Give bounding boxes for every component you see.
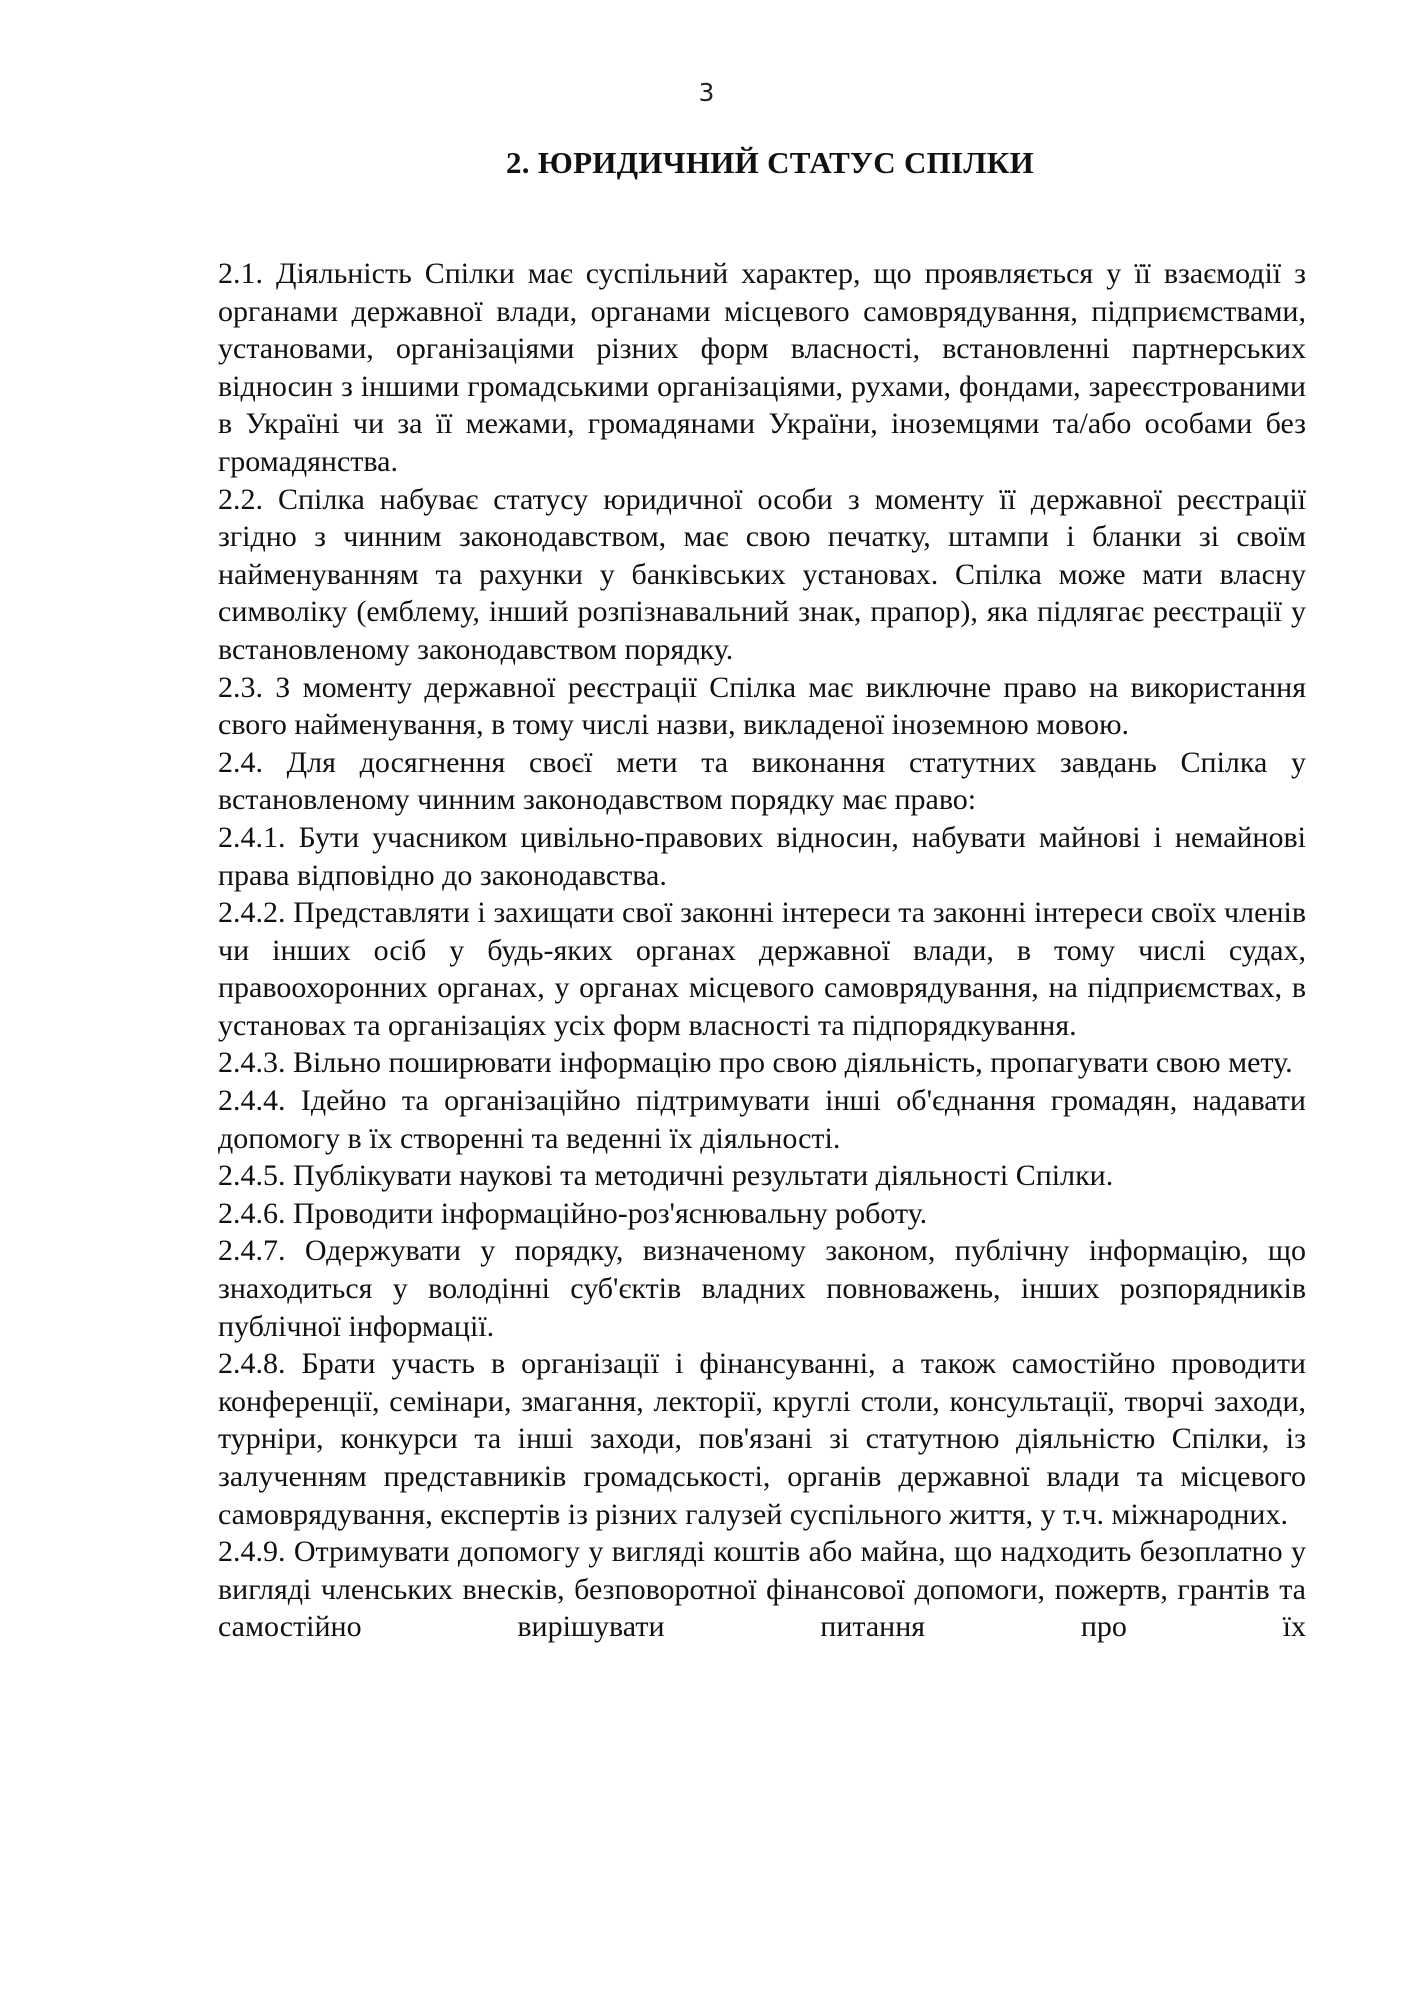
paragraph-2-4-4: 2.4.4. Ідейно та організаційно підтримувати інші об'єднання громадян, надавати допомогу в їх створенні та веденні їх діяльності. <box>218 1084 1306 1155</box>
paragraph-2-3: 2.3. З моменту державної реєстрації Спілка має виключне право на використання свого найменування, в тому числі назви, викладеної іноземною мовою. <box>218 670 1306 742</box>
paragraph-2-4-6: 2.4.6. Проводити інформаційно-роз'яснювальну роботу. <box>218 1196 928 1230</box>
paragraph-2-1: 2.1. Діяльність Спілки має суспільний характер, що проявляється у її взаємодії з органами державної влади, органами місцевого самоврядування, підприємствами, установами, організаціями різних форм власності, встановленні партнерських відносин з іншими громадськими організаціями, рухами, фондами, зареєстрованими в Україні чи за її межами, громадянами України, іноземцями та/або особами без громадянства. <box>218 257 1306 478</box>
paragraph-2-4-8: 2.4.8. Брати участь в організації і фінансуванні, а також самостійно проводити конференції, семінари, змагання, лекторії, круглі столи, консультації, творчі заходи, турніри, конкурси та інші заходи, пов'язані зі статутною діяльністю Спілки, із залученням представників громадськості, органів державної влади та місцевого самоврядування, експертів із різних галузей суспільного життя, у т.ч. міжнародних. <box>218 1347 1306 1531</box>
paragraph-2-2: 2.2. Спілка набуває статусу юридичної особи з моменту її державної реєстрації згідно з чинним законодавством, має свою печатку, штампи і бланки зі своїм найменуванням та рахунки у банківських установах. Спілка може мати власну символіку (емблему, інший розпізнавальний знак, прапор), яка підлягає реєстрації у встановленому законодавством порядку. <box>218 482 1306 666</box>
paragraph-2-4-3: 2.4.3. Вільно поширювати інформацію про свою діяльність, пропагувати свою мету. <box>218 1046 1293 1080</box>
paragraph-2-4: 2.4. Для досягнення своєї мети та виконання статутних завдань Спілка у встановленому чинним законодавством порядку має право: <box>218 745 1306 817</box>
document-body <box>218 255 1306 1646</box>
paragraph-2-4-1: 2.4.1. Бути учасником цивільно-правових відносин, набувати майнові і немайнові права відповідно до законодавства. <box>218 820 1306 892</box>
paragraph-2-4-7: 2.4.7. Одержувати у порядку, визначеному законом, публічну інформацію, що знаходиться у володінні суб'єктів владних повноважень, інших розпорядників публічної інформації. <box>218 1234 1306 1343</box>
page-number: 3 <box>698 78 715 107</box>
section-title: 2. ЮРИДИЧНИЙ СТАТУС СПІЛКИ <box>505 145 1035 180</box>
paragraph-2-4-5: 2.4.5. Публікувати наукові та методичні результати діяльності Спілки. <box>218 1159 1114 1193</box>
paragraph-2-4-9: 2.4.9. Отримувати допомогу у вигляді коштів або майна, що надходить безоплатно у вигляді членських внесків, безповоротної фінансової допомоги, пожертв, грантів та самостійно вирішувати питання про їх <box>218 1535 1306 1644</box>
paragraph-2-4-2: 2.4.2. Представляти і захищати свої законні інтереси та законні інтереси своїх членів чи інших осіб у будь-яких органах державної влади, в тому числі судах, правоохоронних органах, у органах місцевого самоврядування, на підприємствах, в установах та організаціях усіх форм власності та підпорядкування. <box>218 896 1306 1042</box>
